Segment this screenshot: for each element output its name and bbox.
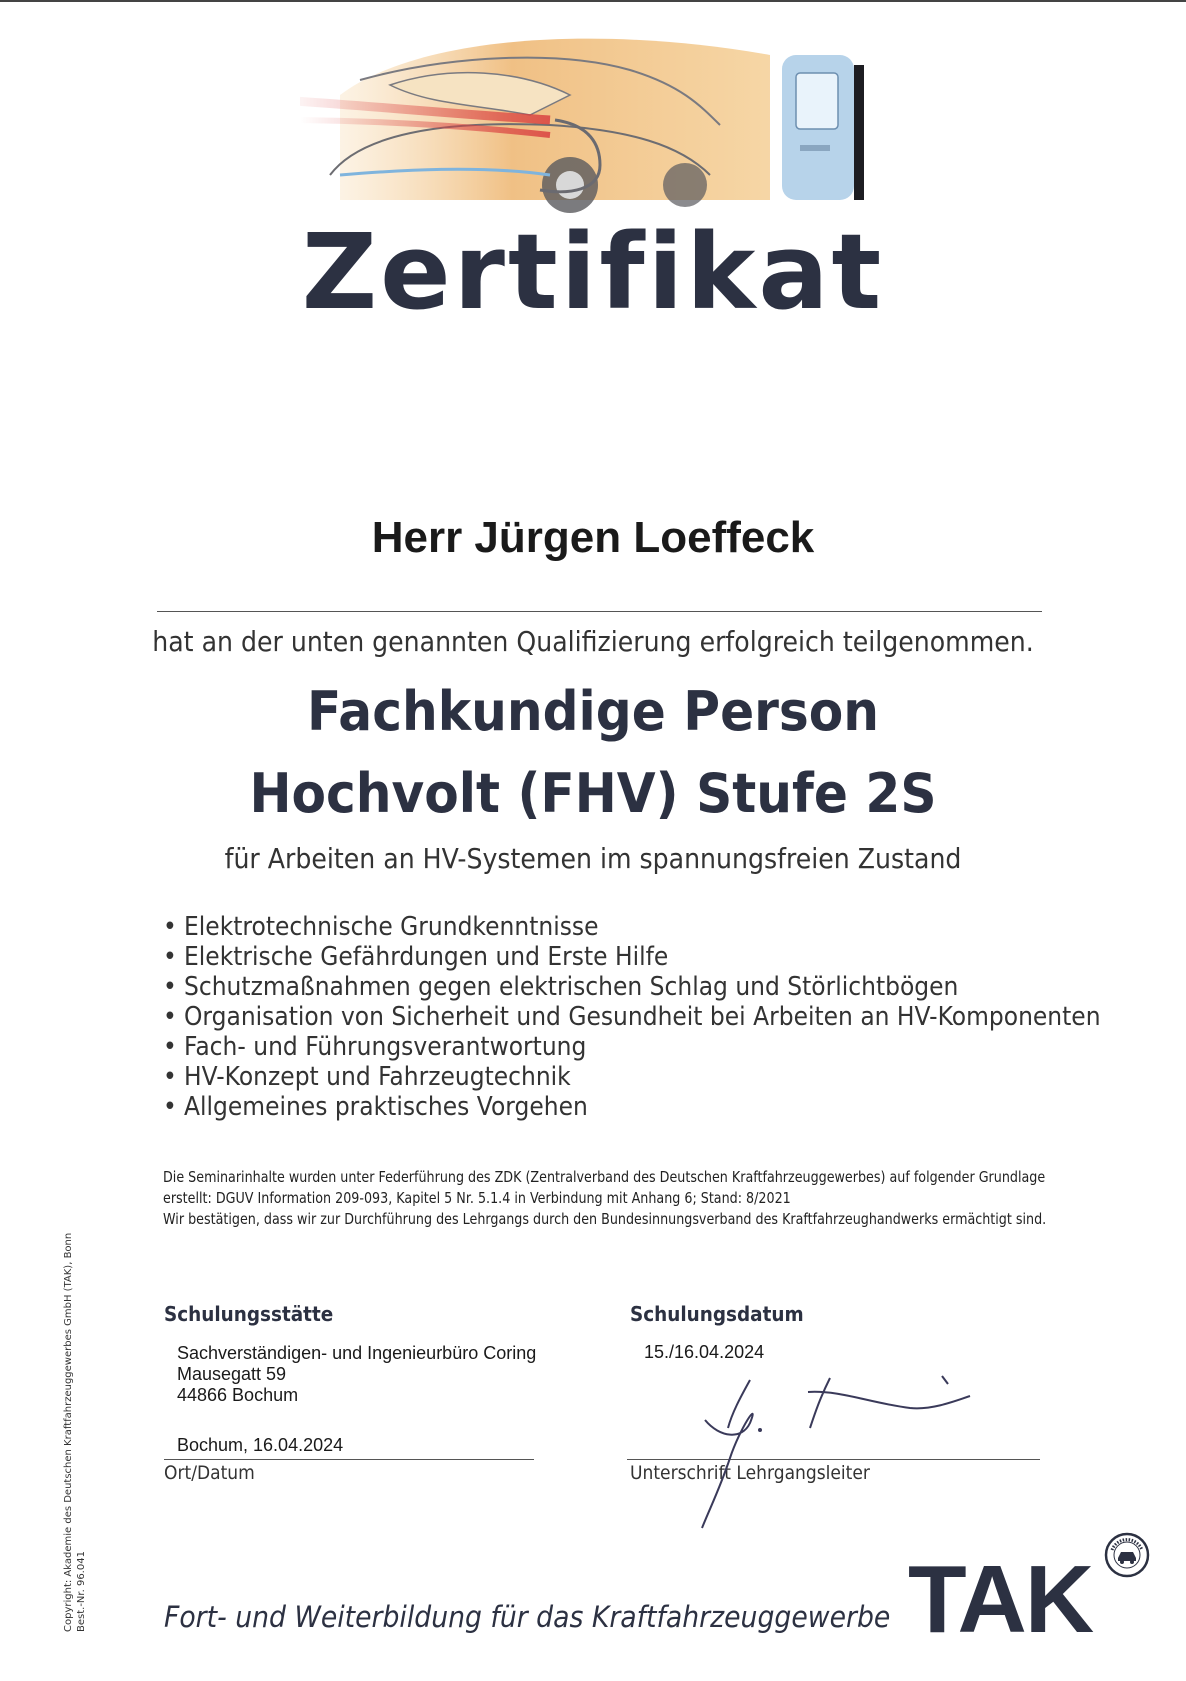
- location-name: Sachverständigen- und Ingenieurbüro Coring: [177, 1343, 537, 1363]
- training-date-value: 15./16.04.2024: [644, 1342, 765, 1362]
- place-date-value: Bochum, 16.04.2024: [177, 1435, 344, 1455]
- course-title-line1: Fachkundige Person: [306, 680, 880, 743]
- copyright-line: Copyright: Akademie des Deutschen Kraftfahrzeuggewerbes GmbH (TAK), Bonn: [63, 1232, 74, 1632]
- training-location-label: Schulungsstätte: [164, 1302, 334, 1326]
- location-city: 44866 Bochum: [177, 1385, 299, 1405]
- place-date-line: [164, 1459, 534, 1460]
- footer-tagline: Fort- und Weiterbildung für das Kraftfahrzeuggewerbe: [164, 1600, 891, 1634]
- legal-line: Die Seminarinhalte wurden unter Federführung des ZDK (Zentralverband des Deutschen Kraftfahrzeuggewerbes) auf folgender Grundlage: [163, 1168, 1046, 1186]
- topic-item: • Fach- und Führungsverantwortung: [163, 1032, 1101, 1062]
- course-subtitle: für Arbeiten an HV-Systemen im spannungsfreien Zustand: [224, 842, 962, 875]
- recipient-name: Herr Jürgen Loeffeck: [371, 513, 815, 562]
- topic-item: • Schutzmaßnahmen gegen elektrischen Schlag und Störlichtbögen: [163, 972, 1101, 1002]
- car-charging-illustration: [300, 25, 920, 235]
- location-street: Mausegatt 59: [177, 1364, 287, 1384]
- topic-item: • Elektrische Gefährdungen und Erste Hilfe: [163, 942, 1101, 972]
- guild-seal-icon: [1104, 1532, 1150, 1578]
- course-title-line2: Hochvolt (FHV) Stufe 2S: [249, 762, 937, 825]
- place-date-label: Ort/Datum: [164, 1462, 255, 1484]
- certificate-title: Zertifikat: [301, 211, 885, 333]
- legal-notice: [163, 1167, 1046, 1230]
- copyright-notice: [62, 1233, 88, 1632]
- topic-item: • Elektrotechnische Grundkenntnisse: [163, 912, 1101, 942]
- topic-item: • Organisation von Sicherheit und Gesundheit bei Arbeiten an HV-Komponenten: [163, 1002, 1101, 1032]
- tak-logo: TAK: [908, 1546, 1093, 1653]
- top-border: [0, 0, 1186, 2]
- training-location-address: [177, 1343, 536, 1406]
- training-date-label: Schulungsdatum: [630, 1302, 804, 1326]
- signature-label: Unterschrift Lehrgangsleiter: [630, 1462, 870, 1484]
- legal-line: Wir bestätigen, dass wir zur Durchführung des Lehrgangs durch den Bundesinnungsverband des Kraftfahrzeughandwerks ermächtigt sind.: [163, 1210, 1047, 1228]
- topic-item: • HV-Konzept und Fahrzeugtechnik: [163, 1062, 1101, 1092]
- topic-list: [163, 912, 1101, 1122]
- name-underline: [157, 611, 1042, 612]
- legal-line: erstellt: DGUV Information 209-093, Kapitel 5 Nr. 5.1.4 in Verbindung mit Anhang 6; Stand: 8/2021: [163, 1189, 791, 1207]
- topic-item: • Allgemeines praktisches Vorgehen: [163, 1092, 1101, 1122]
- order-number: Best.-Nr. 96.041: [76, 1551, 87, 1632]
- handwritten-signature: [680, 1368, 980, 1538]
- participation-statement: hat an der unten genannten Qualifizierung erfolgreich teilgenommen.: [152, 625, 1034, 658]
